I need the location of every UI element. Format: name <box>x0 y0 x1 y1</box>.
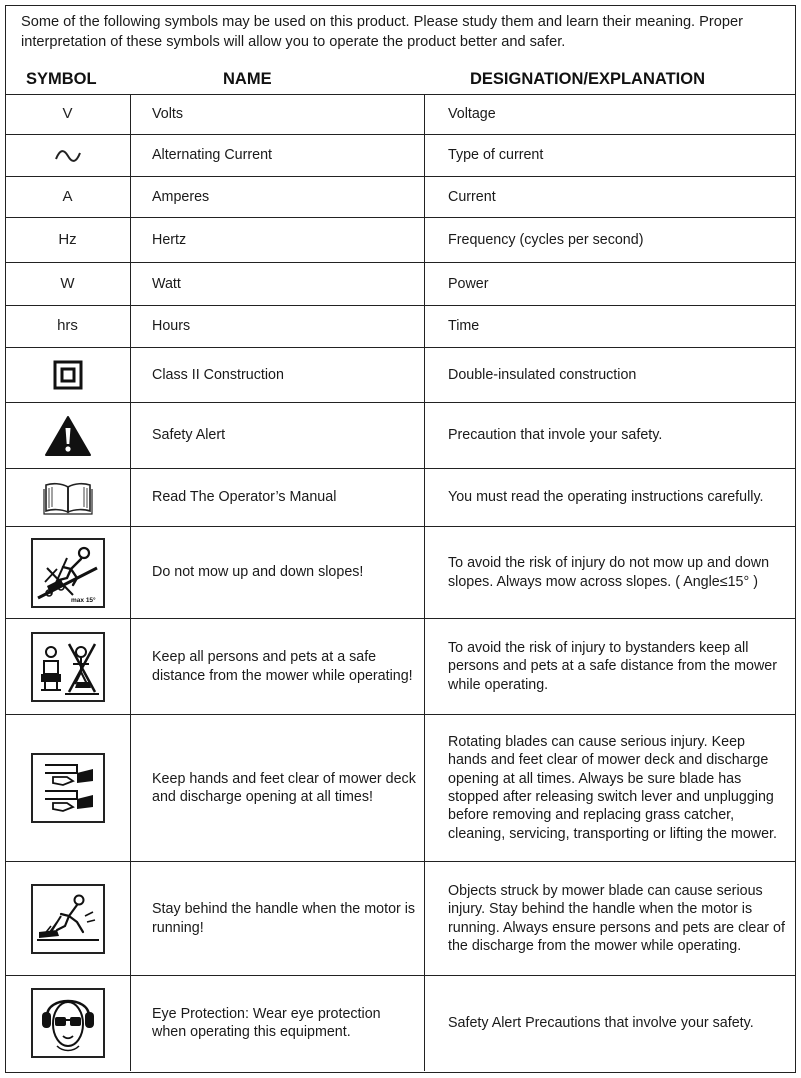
stay-behind-handle-icon <box>33 886 103 952</box>
table-row <box>5 527 796 619</box>
table-row <box>5 862 796 976</box>
symbol-cell <box>5 469 131 527</box>
designation-cell: Time <box>425 306 797 348</box>
designation-cell: Current <box>425 177 797 218</box>
symbols-table <box>5 94 796 1071</box>
name-cell: Keep all persons and pets at a safe distance from the mower while operating! <box>131 619 425 715</box>
name-cell: Eye Protection: Wear eye protection when operating this equipment. <box>131 976 425 1071</box>
header-symbol: SYMBOL <box>26 70 97 88</box>
class-ii-construction-icon <box>53 360 83 390</box>
name-cell: Alternating Current <box>131 135 425 177</box>
designation-cell: To avoid the risk of injury to bystanders keep all persons and pets at a safe distance from the mower while operating. <box>425 619 797 715</box>
symbol-text: A <box>62 187 73 205</box>
symbol-cell <box>5 177 131 218</box>
header-designation: DESIGNATION/EXPLANATION <box>470 70 705 88</box>
table-row <box>5 976 796 1071</box>
slope-warning-pictogram <box>31 538 105 608</box>
table-row <box>5 135 796 177</box>
designation-cell: Precaution that invole your safety. <box>425 403 797 469</box>
designation-cell: Rotating blades can cause serious injury. Keep hands and feet clear of mower deck and discharge opening at all times. Always be sure blade has stopped after releasing switch lever and unplugging before removing and replacing grass catcher, cleaning, servicing, transporting or lifting the mower. <box>425 715 797 862</box>
stay-behind-pictogram <box>31 884 105 954</box>
symbol-cell <box>5 348 131 403</box>
name-cell: Hours <box>131 306 425 348</box>
designation-cell: Frequency (cycles per second) <box>425 218 797 263</box>
symbol-text: hrs <box>57 317 78 335</box>
symbol-cell <box>5 527 131 619</box>
symbol-cell <box>5 715 131 862</box>
symbol-text: W <box>60 274 75 292</box>
symbol-cell <box>5 403 131 469</box>
table-row <box>5 403 796 469</box>
symbol-cell <box>5 135 131 177</box>
name-cell: Watt <box>131 263 425 306</box>
symbol-cell <box>5 976 131 1071</box>
symbol-cell <box>5 619 131 715</box>
table-row <box>5 177 796 218</box>
name-cell: Safety Alert <box>131 403 425 469</box>
name-cell: Class II Construction <box>131 348 425 403</box>
table-row <box>5 306 796 348</box>
symbol-cell <box>5 263 131 306</box>
name-cell: Amperes <box>131 177 425 218</box>
eye-protection-pictogram <box>31 988 105 1058</box>
name-cell: Hertz <box>131 218 425 263</box>
table-row <box>5 469 796 527</box>
designation-cell: Voltage <box>425 95 797 135</box>
designation-cell: Type of current <box>425 135 797 177</box>
hands-feet-pictogram <box>31 753 105 823</box>
table-row <box>5 95 796 135</box>
name-cell: Stay behind the handle when the motor is running! <box>131 862 425 976</box>
header-name: NAME <box>223 70 272 88</box>
symbol-text: Hz <box>58 230 77 248</box>
table-row <box>5 619 796 715</box>
slope-mowing-icon <box>33 540 103 606</box>
alternating-current-icon <box>54 148 82 164</box>
designation-cell: Objects struck by mower blade can cause serious injury. Stay behind the handle when the motor is running. Always ensure persons and pets are clear of the discharge from the mower while operating. <box>425 862 797 976</box>
operator-manual-icon <box>43 481 93 515</box>
designation-cell: Power <box>425 263 797 306</box>
bystander-warning-pictogram <box>31 632 105 702</box>
designation-cell: Double-insulated construction <box>425 348 797 403</box>
designation-cell: Safety Alert Precautions that involve your safety. <box>425 976 797 1071</box>
intro-text: Some of the following symbols may be used on this product. Please study them and learn their meaning. Proper interpretation of these symbols will allow you to operate the product better and safer. <box>21 14 743 50</box>
designation-cell: You must read the operating instructions carefully. <box>425 469 797 527</box>
symbol-cell <box>5 306 131 348</box>
keep-bystanders-away-icon <box>33 634 103 700</box>
symbol-text: V <box>62 105 73 123</box>
symbol-cell <box>5 862 131 976</box>
name-cell: Volts <box>131 95 425 135</box>
symbol-cell <box>5 218 131 263</box>
table-row <box>5 715 796 862</box>
safety-alert-icon <box>44 415 92 457</box>
name-cell: Do not mow up and down slopes! <box>131 527 425 619</box>
table-row <box>5 218 796 263</box>
slope-angle-caption: max 15° <box>70 596 96 604</box>
eye-ear-protection-icon <box>33 990 103 1056</box>
table-row <box>5 348 796 403</box>
symbol-cell <box>5 95 131 135</box>
name-cell: Read The Operator’s Manual <box>131 469 425 527</box>
name-cell: Keep hands and feet clear of mower deck and discharge opening at all times! <box>131 715 425 862</box>
designation-cell: To avoid the risk of injury do not mow up and down slopes. Always mow across slopes. ( Angle≤15° ) <box>425 527 797 619</box>
hands-feet-clear-icon <box>33 755 103 821</box>
table-row <box>5 263 796 306</box>
